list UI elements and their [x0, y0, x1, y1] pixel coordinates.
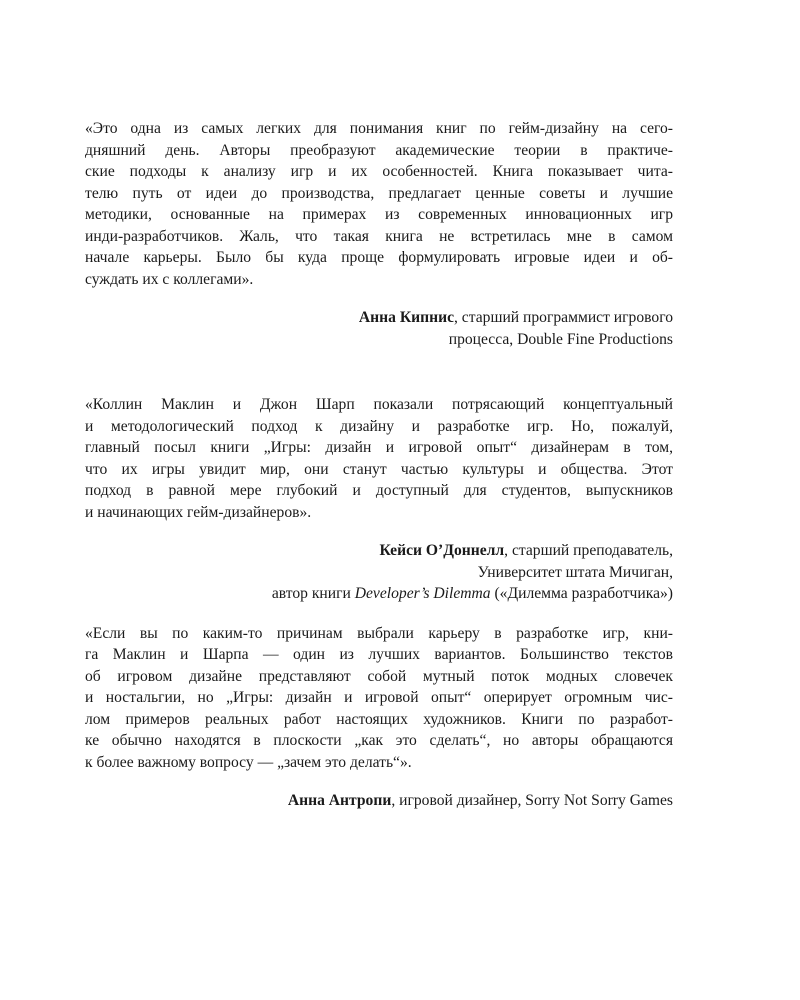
quote-line: что их игры увидит мир, они станут частью культуры и общества. Этот	[85, 460, 673, 478]
testimonial-quote-3	[85, 623, 673, 774]
quote-line: и методологический подход к дизайну и разработке игр. Но, пожалуй,	[85, 417, 673, 435]
quote-line: «Коллин Маклин и Джон Шарп показали потрясающий концептуальный	[85, 396, 673, 413]
author-role: , старший преподаватель,	[504, 542, 673, 559]
testimonial-quote-1	[85, 118, 673, 290]
testimonial-attribution-2	[85, 540, 673, 605]
attribution-line: Университет штата Мичиган,	[477, 563, 673, 581]
author-name: Кейси О’Доннелл	[379, 542, 505, 559]
quote-line: главный посыл книги „Игры: дизайн и игровой опыт“ дизайнерам в том,	[85, 439, 673, 456]
quote-line: к более важному вопросу — „зачем это делать“».	[85, 753, 412, 771]
quote-line: и начинающих гейм-дизайнеров».	[85, 503, 312, 521]
testimonial-quote-2	[85, 394, 673, 523]
quote-line: инди-разработчиков. Жаль, что такая книга не встретилась мне в самом	[85, 227, 673, 245]
author-role: , старший программист игрового	[454, 309, 673, 326]
quote-line: га Маклин и Шарпа — один из лучших вариантов. Большинство текстов	[85, 646, 673, 663]
quote-line: и ностальгии, но „Игры: дизайн и игровой опыт“ оперирует огромным чис-	[85, 689, 673, 706]
quote-line: ке обычно находятся в плоскости „как это сделать“, но авторы обращаются	[85, 732, 673, 749]
author-name: Анна Антропи	[287, 792, 392, 809]
quote-line: начале карьеры. Было бы куда проще формулировать игровые идеи и об-	[85, 249, 673, 266]
quote-line: методики, основанные на примерах из современных инновационных игр	[85, 206, 673, 223]
quote-line: «Это одна из самых легких для понимания книг по гейм-дизайну на сего-	[85, 120, 673, 137]
quote-line: лом примеров реальных работ настоящих художников. Книги по разработ-	[85, 710, 673, 728]
quote-line: дняшний день. Авторы преобразуют академические теории в практиче-	[85, 141, 673, 159]
quote-line: об игровом дизайне представляют собой мутный поток модных словечек	[85, 667, 673, 685]
quote-line: суждать их с коллегами».	[85, 270, 254, 288]
attribution-line: процесса, Double Fine Productions	[448, 330, 673, 348]
attribution-line	[85, 540, 673, 562]
author-role-suffix: («Дилемма разработчика»)	[490, 585, 673, 602]
attribution-line	[85, 583, 673, 605]
attribution-line	[85, 790, 673, 812]
book-title: Developer’s Dilemma	[354, 585, 491, 602]
attribution-line	[85, 307, 673, 329]
author-name: Анна Кипнис	[358, 309, 454, 326]
quote-line: подход в равной мере глубокий и доступный для студентов, выпускников	[85, 482, 673, 499]
testimonials-page	[85, 118, 673, 812]
author-role: , игровой дизайнер, Sorry Not Sorry Games	[391, 792, 673, 809]
testimonial-attribution-3	[85, 790, 673, 812]
testimonial-attribution-1	[85, 307, 673, 350]
author-role-prefix: автор книги	[271, 585, 355, 602]
quote-line: телю путь от идеи до производства, предлагает ценные советы и лучшие	[85, 184, 673, 202]
quote-line: ские подходы к анализу игр и их особенностей. Книга показывает чита-	[85, 163, 673, 180]
quote-line: «Если вы по каким-то причинам выбрали карьеру в разработке игр, кни-	[85, 624, 673, 642]
